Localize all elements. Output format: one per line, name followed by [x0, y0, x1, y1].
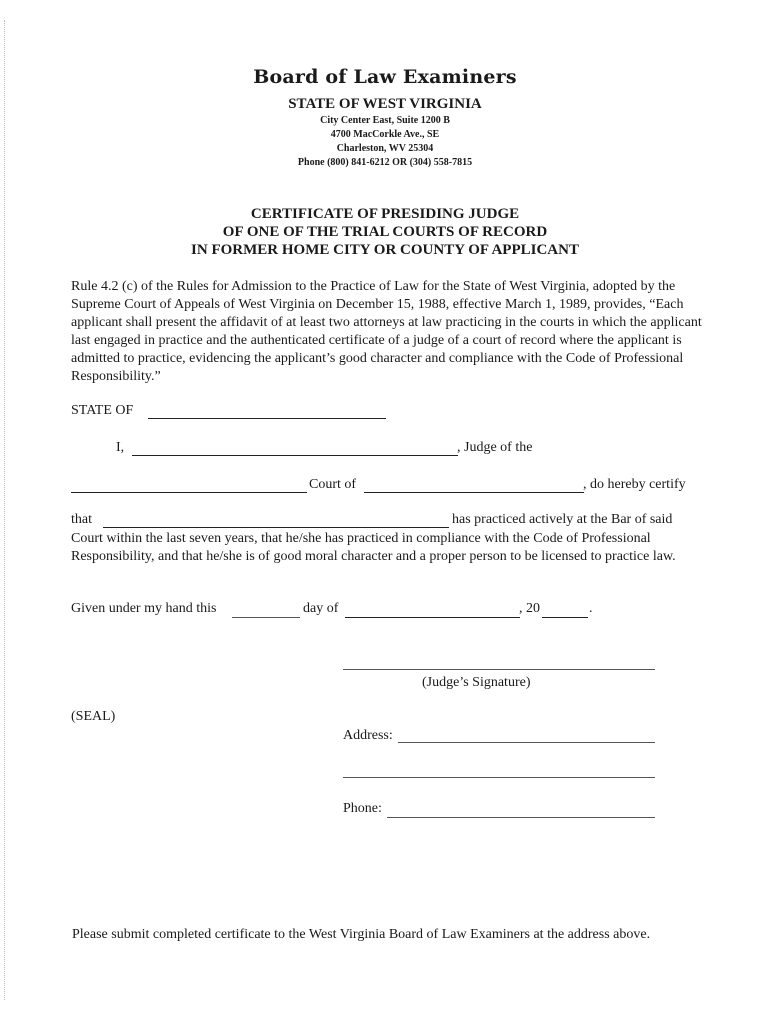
judge-signature-field[interactable] — [343, 669, 655, 670]
court-paragraph: Court within the last seven years, that he/she has practiced in compliance with the Code of Professional Responsibility, and that he/she is of good moral character and a proper person to be licensed to practice law. — [71, 531, 676, 564]
month-field[interactable] — [345, 617, 520, 618]
phone-label: Phone: — [343, 801, 382, 816]
address-field-1[interactable] — [398, 742, 655, 743]
certificate-title-line-1: CERTIFICATE OF PRESIDING JUDGE — [250, 206, 520, 222]
year-prefix-text: , 20 — [519, 601, 540, 616]
do-hereby-certify-text: , do hereby certify — [583, 477, 686, 492]
judge-of-the-text: , Judge of the — [457, 440, 533, 455]
address-line-3: Charleston, WV 25304 — [336, 143, 434, 154]
phone-line: Phone (800) 841-6212 OR (304) 558-7815 — [297, 157, 473, 168]
state-of-label: STATE OF — [71, 403, 134, 418]
state-name: STATE OF WEST VIRGINIA — [288, 96, 482, 112]
seal-label: (SEAL) — [71, 709, 116, 724]
year-field[interactable] — [542, 617, 588, 618]
certificate-title-line-2: OF ONE OF THE TRIAL COURTS OF RECORD — [222, 224, 548, 240]
judge-name-field[interactable] — [132, 455, 458, 456]
period-text: . — [589, 601, 593, 616]
practiced-text: has practiced actively at the Bar of said — [452, 512, 673, 527]
certificate-title-line-3: IN FORMER HOME CITY OR COUNTY OF APPLICANT — [191, 242, 579, 258]
rule-paragraph: Rule 4.2 (c) of the Rules for Admission to the Practice of Law for the State of West Virginia, adopted by the Supreme Court of Appeals of West Virginia on December 15, 1988, effective March 1, 1989, provides, “Each applicant shall present the affidavit of at least two attorneys at law practicing in the courts in which the applicant last engaged in practice and the authenticated certificate of a judge of a court of record where the applicant is admitted to practice, evidencing the applicant’s good character and compliance with the Code of Professional Responsibility.” — [71, 279, 702, 384]
applicant-name-field[interactable] — [103, 527, 449, 528]
day-of-text: day of — [303, 601, 339, 616]
address-line-2: 4700 MacCorkle Ave., SE — [330, 129, 440, 140]
i-label: I, — [116, 440, 125, 455]
board-title: Board of Law Examiners — [253, 66, 517, 88]
address-line-1: City Center East, Suite 1200 B — [320, 115, 450, 126]
day-field[interactable] — [232, 617, 300, 618]
court-name-field[interactable] — [71, 492, 307, 493]
given-under-text: Given under my hand this — [71, 601, 217, 616]
that-label: that — [71, 512, 92, 527]
court-of-text: Court of — [309, 477, 357, 492]
state-of-field[interactable] — [148, 418, 386, 419]
address-field-2[interactable] — [343, 777, 655, 778]
address-label: Address: — [343, 728, 393, 743]
court-location-field[interactable] — [364, 492, 584, 493]
judges-signature-label: (Judge’s Signature) — [422, 675, 531, 690]
phone-field[interactable] — [387, 817, 655, 818]
submit-note: Please submit completed certificate to the West Virginia Board of Law Examiners at the address above. — [72, 927, 651, 942]
